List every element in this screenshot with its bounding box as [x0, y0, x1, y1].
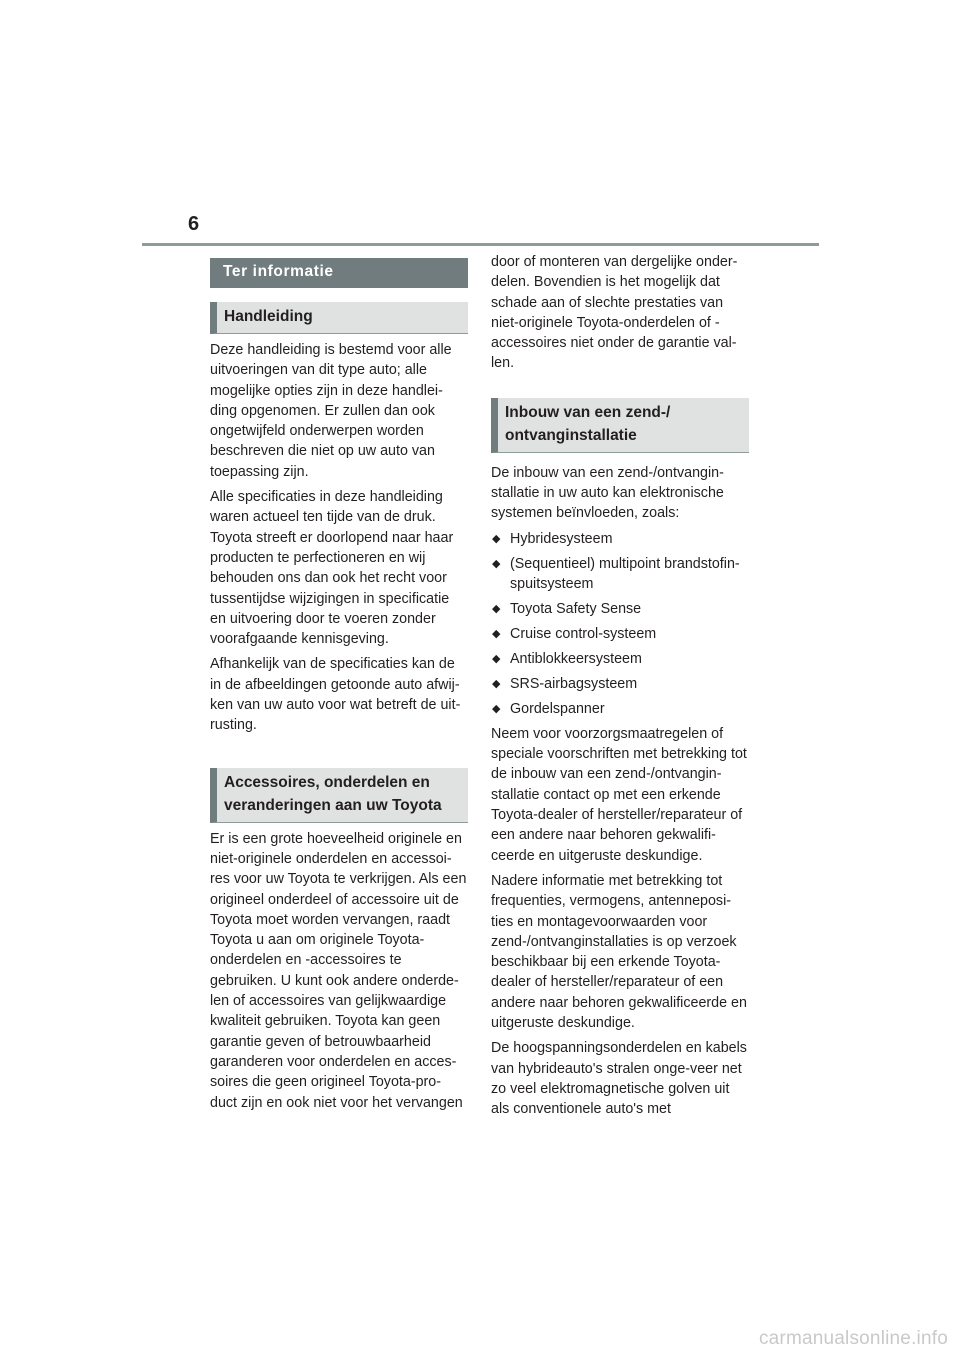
list-item: ◆ Cruise control-systeem — [491, 624, 749, 644]
diamond-bullet-icon: ◆ — [492, 677, 501, 690]
top-rule — [142, 243, 819, 246]
section-title-bar: Ter informatie — [210, 258, 468, 288]
affected-systems-list — [491, 529, 749, 720]
list-item: ◆ (Sequentieel) multipoint brandstofin-spuitsysteem — [492, 555, 740, 592]
diamond-bullet-icon: ◆ — [492, 652, 501, 665]
manual-heading: Handleiding — [210, 302, 468, 334]
transmitter-heading: Inbouw van een zend-/ ontvanginstallatie — [491, 398, 749, 453]
transmitter-body — [491, 463, 749, 1120]
paragraph: De hoogspanningsonderdelen en kabels van hybrideauto's stralen onge-veer net zo veel elektromagnetische golven uit als conventionele auto's met — [491, 1040, 747, 1118]
watermark: carmanualsonline.info — [758, 1328, 948, 1349]
list-item: ◆ Antiblokkeersysteem — [491, 649, 749, 669]
list-item: ◆ Gordelspanner — [491, 699, 749, 719]
paragraph: Deze handleiding is bestemd voor alle uitvoeringen van dit type auto; alle mogelijke opties zijn in deze handlei-ding opgenomen. Er zullen dan ook ongetwijfeld onderwerpen worden beschreven die niet op uw auto van toepassing zijn. — [210, 342, 452, 480]
diamond-bullet-icon: ◆ — [492, 702, 501, 715]
list-item: ◆ Toyota Safety Sense — [491, 599, 749, 619]
left-column — [210, 258, 468, 1113]
accessories-heading: Accessoires, onderdelen en veranderingen aan uw Toyota — [210, 768, 468, 823]
list-item: ◆ Hybridesysteem — [491, 529, 749, 549]
right-column — [491, 252, 749, 1120]
paragraph: Er is een grote hoeveelheid originele en niet-originele onderdelen en accessoi-res voor uw Toyota te verkrijgen. Als een origineel onderdeel of accessoire uit de Toyota moet worden vervangen, raadt Toyota u aan om originele Toyota-onderdelen en -accessoires te gebruiken. U kunt ook andere onderde-len of accessoires van gelijkwaardige kwaliteit gebruiken. Toyota kan geen garantie geven of betrouwbaarheid garanderen voor onderdelen en acces-soires die geen origineel Toyota-pro-duct zijn en ook niet voor het vervangen — [210, 830, 467, 1111]
list-item: ◆ SRS-airbagsysteem — [491, 674, 749, 694]
intro-paragraph: De inbouw van een zend-/ontvangin-stallatie in uw auto kan elektronische systemen beïnvloeden, zoals: — [491, 464, 724, 522]
page-number: 6 — [188, 213, 200, 235]
diamond-bullet-icon: ◆ — [492, 532, 501, 545]
diamond-bullet-icon: ◆ — [492, 627, 501, 640]
paragraph: Alle specificaties in deze handleiding waren actueel ten tijde van de druk. Toyota streeft er doorlopend naar haar producten te perfectioneren en wij behouden ons dan ook het recht voor tussentijdse wijzigingen in specificatie en uitvoering door te voeren zonder voorafgaande kennisgeving. — [210, 489, 454, 648]
continuation-paragraph: door of monteren van dergelijke onder-delen. Bovendien is het mogelijk dat schade aan of slechte prestaties van niet-originele Toyota-onderdelen of -accessoires niet onder de garantie val-len. — [491, 254, 738, 372]
diamond-bullet-icon: ◆ — [492, 557, 501, 570]
manual-body — [210, 340, 468, 736]
accessories-body — [210, 829, 468, 1113]
paragraph: Nadere informatie met betrekking tot frequenties, vermogens, antenneposi-ties en montagevoorwaarden voor zend-/ontvanginstallaties is op verzoek beschikbaar bij een erkende Toyota-dealer of hersteller/reparateur of een andere naar behoren gekwalificeerde en uitgeruste deskundige. — [491, 872, 747, 1032]
paragraph: Neem voor voorzorgsmaatregelen of speciale voorschriften met betrekking tot de inbouw van een zend-/ontvangin-stallatie contact op met een erkende Toyota-dealer of hersteller/reparateur of een andere naar behoren gekwalifi-ceerde en uitgeruste deskundige. — [491, 725, 747, 864]
diamond-bullet-icon: ◆ — [492, 602, 501, 615]
paragraph: Afhankelijk van de specificaties kan de in de afbeeldingen getoonde auto afwij-ken van uw auto voor wat betreft de uit-rusting. — [210, 656, 461, 734]
